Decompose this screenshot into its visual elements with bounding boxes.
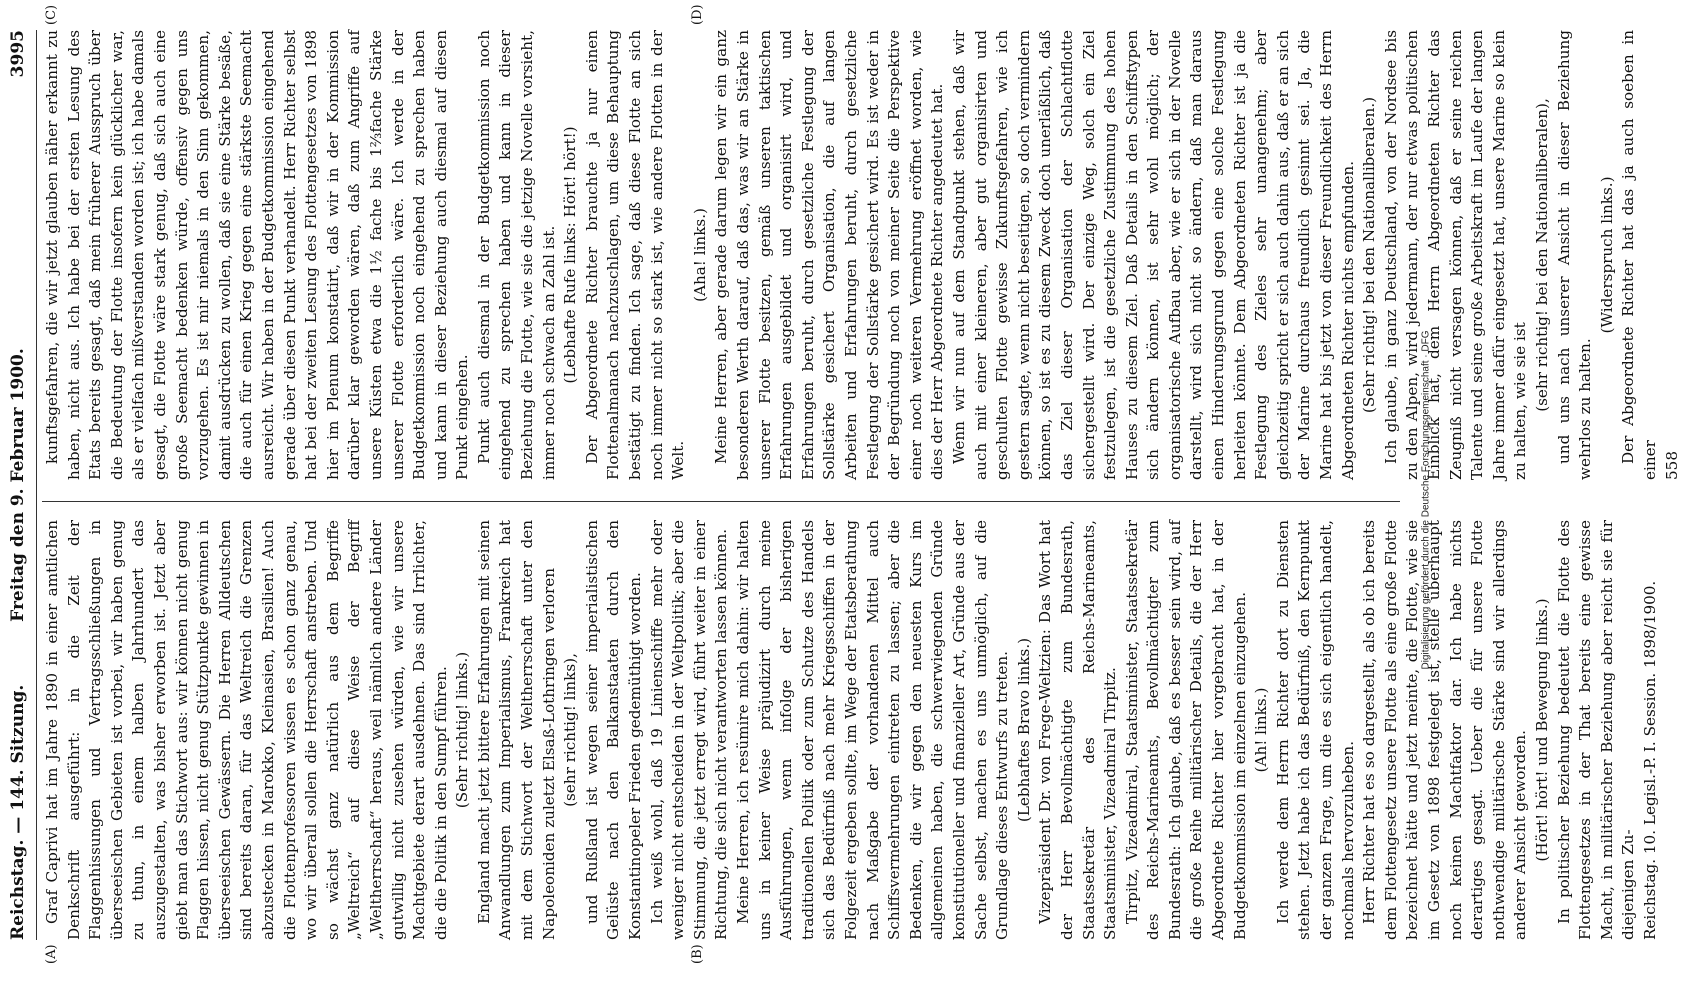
paragraph: Ich weiß wohl, daß 19 Linienschiffe mehr oder weniger nicht entscheiden in der Weltpolitik; aber die Stimmung, die jetzt erregt wird, führt weiter in einer Richtung, die sich nicht verantworten lassen können.: [647, 520, 731, 940]
paragraph: kunftsgefahren, die wir jetzt glauben näher erkannt zu haben, nicht aus. Ich habe bei der ersten Lesung des Etats bereits gesagt, daß mein früherer Ausspruch über die Bedeutung der Flotte insofern kein glücklicher war, als er vielfach mißverstanden worden ist; ich habe damals gesagt, die Flotte wäre stark genug, daß sich auch eine große Seemacht bedenken würde, offensiv gegen uns vorzugehen. Es ist mir niemals in den Sinn gekommen, damit ausdrücken zu wollen, daß sie eine Stärke besäße, die auch für einen Krieg gegen eine stärkste Seemacht ausreicht. Wir haben in der Budgetkommission eingehend gerade über diesen Punkt verhandelt. Herr Richter selbst hat bei der zweiten Lesung des Flottengesetzes von 1898 hier im Plenum konstatirt, daß wir in der Kommission darüber klar geworden wären, daß zum Angriffe auf unsere Küsten etwa die 1½ fache bis 1⅔fache Stärke unserer Flotte erforderlich wäre. Ich werde in der Budgetkommission noch eingehend zu sprechen haben und kann in dieser Beziehung auch diesmal auf diesen Punkt eingehen.: [43, 30, 472, 480]
paragraph: Meine Herren, aber gerade darum legen wir ein ganz besonderen Werth darauf, daß das, was wir an Stärke in unserer Flotte besitzen, gemäß unseren taktischen Erfahrungen ausgebildet und organisirt wird, und Erfahrungen beruht, durch gesetzliche Festlegung der Sollstärke gesichert Organisation, die auf langen Arbeiten und Erfahrungen beruht, durch gesetzliche Festlegung der Sollstärke gesichert wird. Es ist weder in der Begründung noch von meiner Seite die Perspektive einer noch weiteren Vermehrung eröffnet worden, wie dies der Herr Abgeordnete Richter angedeutet hat.: [712, 30, 947, 480]
paragraph: Graf Caprivi hat im Jahre 1890 in einer amtlichen Denkschrift ausgeführt: in die Zeit der Flaggenhissungen und Vertragsschließungen in überseeischen Gebieten ist vorbei, wir haben genug zu thun, in einem halben Jahrhundert das auszugestalten, was bisher erworben ist. Jetzt aber giebt man das Stichwort aus: wir können nicht genug Flaggen hissen, nicht genug Stützpunkte gewinnen in überseeischen Gewässern. Die Herren Alldeutschen sind bereits daran, für das Weltreich die Grenzen abzustecken in Marokko, Kleinasien, Brasilien! Auch die Flottenprofessoren wissen es schon ganz genau, wo wir überall sollen die Herrschaft anstreben. Und so wächst ganz natürlich aus dem Begriffe „Weltreich“ auf diese Weise der Begriff „Weltherrschaft“ heraus, weil nämlich andere Länder gutwillig nicht zusehen würden, wie wir unsere Machtgebiete derart ausdehnen. Das sind Irrlichter, die die Politik in den Sumpf führen.: [43, 520, 450, 940]
header-left: Reichstag. — 144. Sitzung.: [8, 684, 28, 940]
paragraph: Wenn wir nun auf dem Standpunkt stehen, daß wir auch mit einer kleineren, aber gut organisirten und geschulten Flotte gewisse Zukunftsgefahren, wie ich gestern sagte, wenn nicht beseitigen, so doch vermindern können, so ist es zu diesem Zweck doch unerläßlich, daß das Ziel dieser Organisation der Schlachtflotte sichergestellt wird. Der einzige Weg, solch ein Ziel festzulegen, ist die gesetzliche Zustimmung des hohen Hauses zu diesem Ziel. Daß Details in den Schiffstypen sich ändern können, ist sehr wohl möglich; der organisatorische Aufbau aber, wie er sich in der Novelle darstellt, wird sich nicht so ändern, daß man daraus einen Hinderungsgrund gegen eine solche Festlegung herleiten könnte. Dem Abgeordneten Richter ist ja die Festlegung des Zieles sehr unangenehm; aber gleichzeitig spricht er sich auch dahin aus, daß er an sich der Marine durchaus freundlich gesinnt sei. Ja, die Marine hat bis jetzt von dieser Freundlichkeit des Herrn Abgeordneten Richter nichts empfunden.: [949, 30, 1357, 480]
paragraph: und uns nach unserer Ansicht in dieser Beziehung wehrlos zu halten.: [1554, 30, 1595, 480]
paragraph: Der Abgeordnete Richter brauchte ja nur einen Flottenalmanach nachzuschlagen, um diese Behauptung bestätigt zu finden. Ich sage, daß diese Flotte an sich noch immer nicht so stark ist, wie andere Flotten in der Welt.: [582, 30, 688, 480]
paragraph: (Sehr richtig! links.): [453, 651, 472, 809]
sheet-number: 558: [1662, 451, 1681, 480]
paragraph: und Rußland ist wegen seiner imperialistischen Gelüste nach den Balkanstaaten durch den Konstantinopeler Frieden gedemüthigt worden.: [582, 520, 645, 940]
left-column: [42, 520, 1659, 940]
paragraph: Meine Herren, ich resümire mich dahin: wir halten uns in keiner Weise präjudizirt durch meine Ausführungen, wenn infolge der bisherigen traditionellen Politik oder zum Schutze des Handels sich das Bedürfniß nach mehr Kriegsschiffen in der Folgezeit ergeben sollte, im Wege der Etatsberathung nach Maßgabe der vorhandenen Mittel auch Schiffsvermehrungen eintreten zu lassen; aber die Bedenken, die wir gegen den neuesten Kurs im allgemeinen haben, die schwerwiegenden Gründe konstitutioneller und finanzieller Art, Gründe aus der Sache selbst, machen es uns unmöglich, auf die Grundlage dieses Entwurfs zu treten.: [734, 520, 1012, 940]
margin-mark-b: (B): [690, 944, 705, 964]
paragraph: (Widerspruch links.): [1597, 176, 1616, 334]
paragraph: (Lebhaftes Bravo links.): [1014, 637, 1033, 823]
paragraph: (Lebhafte Rufe links: Hört! hört!): [561, 126, 580, 384]
page-header: [8, 30, 34, 940]
margin-mark-d: (D): [690, 4, 705, 25]
margin-mark-c: (C): [44, 4, 59, 25]
header-rule: [36, 30, 37, 940]
header-page-number: 3995: [8, 30, 28, 78]
paragraph: (Hört! hört! und Bewegung links.): [1532, 598, 1551, 862]
margin-note: [1418, 0, 1434, 1000]
paragraph: Ich glaube, in ganz Deutschland, von der Nordsee bis zu den Alpen, wird jedermann, der nur etwas politischen Einblick hat, dem Herrn Abgeordneten Richter das Zeugniß nicht versagen können, daß er seine reichen Talente und seine große Arbeitskraft im Laufe der langen Jahre immer dafür eingesetzt hat, unsere Marine so klein zu halten, wie sie ist: [1381, 30, 1530, 480]
paragraph: In politischer Beziehung bedeutet die Flotte des Flottengesetzes in der That bereits eine gewisse Macht, in militärischer Beziehung aber reicht sie für diejenigen Zu-: [1554, 520, 1638, 940]
paragraph: Herr Richter hat es so dargestellt, als ob ich bereits dem Flottengesetz unsere Flotte als eine große Flotte bezeichnet hätte und jetzt meinte, die Flotte, wie sie im Gesetz von 1898 festgelegt ist, stelle überhaupt noch keinen Machtfaktor dar. Ich habe nichts derartiges gesagt. Ueber die für unsere Flotte nothwendige militärische Stärke sind wir allerdings anderer Ansicht geworden.: [1360, 520, 1530, 940]
paragraph: (Aha! links.): [690, 208, 709, 302]
paragraph: Der Abgeordnete Richter hat das ja auch soeben in einer: [1619, 30, 1659, 480]
margin-mark-a: (A): [44, 944, 59, 964]
paragraph: Vizepräsident Dr. von Frege-Weltzien: Das Wort hat der Herr Bevollmächtigte zum Bundesrath, Staatssekretär des Reichs-Marineamts, Staatsminister, Vizeadmiral Tirpitz.: [1036, 520, 1120, 940]
paragraph: Ich werde dem Herrn Richter dort zu Diensten stehen. Jetzt habe ich das Bedürfniß, den Kernpunkt der ganzen Frage, um die es sich eigentlich handelt, nochmals hervorzuheben.: [1273, 520, 1357, 940]
paragraph: Tirpitz, Vizeadmiral, Staatsminister, Staatssekretär des Reichs-Marineamts, Bevollmächtigter zum Bundesrath: Ich glaube, daß es besser sein wird, auf die große Reihe militärischer Details, die der Herr Abgeordnete Richter hier vorgebracht hat, in der Budgetkommission im einzelnen einzugehen.: [1122, 520, 1249, 940]
paragraph: (sehr richtig! bei den Nationalliberalen),: [1532, 98, 1551, 412]
paragraph: (sehr richtig! links),: [561, 653, 580, 807]
header-date: Freitag den 9. Februar 1900.: [8, 348, 28, 622]
right-column: [42, 30, 1681, 480]
session-footer: Reichstag. 10. Legisl.-P. I. Session. 1898/1900.: [1640, 580, 1659, 940]
paragraph: (Sehr richtig! bei den Nationalliberalen.): [1360, 96, 1379, 414]
paragraph: Punkt auch diesmal in der Budgetkommission noch eingehend zu sprechen haben und kann in dieser Beziehung die Flotte, wie sie die jetzige Novelle vorsieht, immer noch schwach an Zahl ist.: [474, 30, 558, 480]
paragraph: England macht jetzt bittere Erfahrungen mit seinen Anwandlungen zum Imperialismus, Frankreich hat mit dem Stichwort der Weltherrschaft unter den Napoleoniden zuletzt Elsaß-Lothringen verloren: [474, 520, 558, 940]
column-divider: [42, 501, 1400, 502]
paragraph: (Ah! links.): [1252, 687, 1271, 773]
digitization-note: Digitalisierung gefördert durch die Deutsche Forschungsgemeinschaft · DFG: [1420, 330, 1432, 670]
